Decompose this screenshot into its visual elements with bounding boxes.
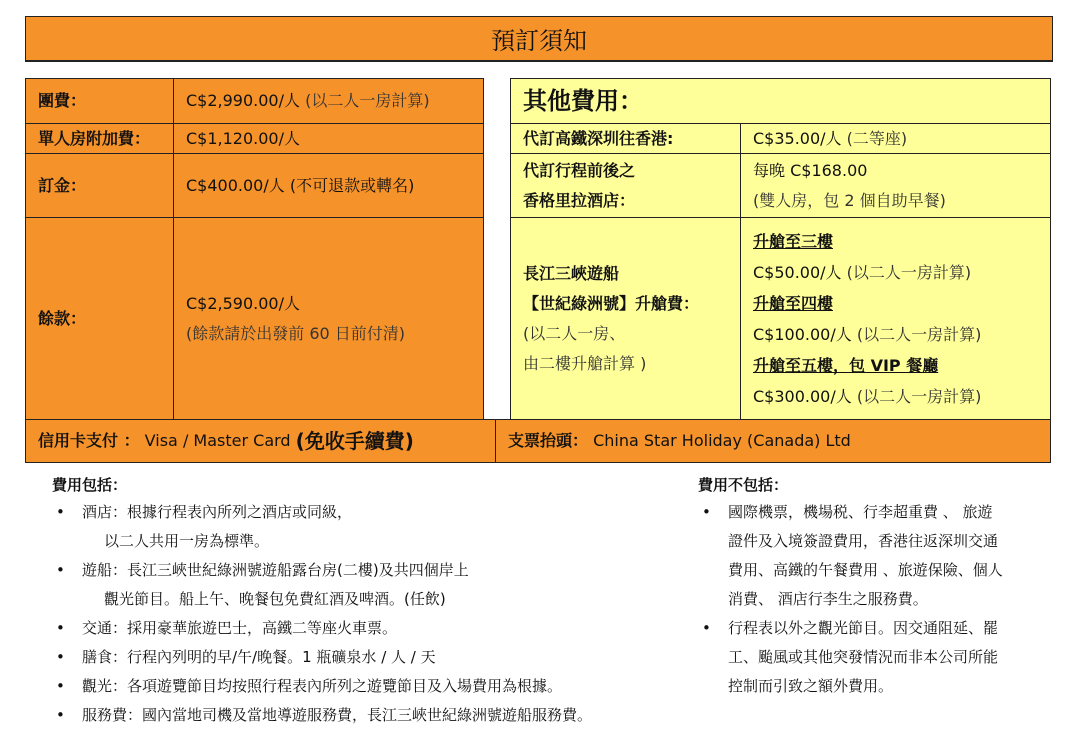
upgrade-3-title: 升艙至三樓 [753, 231, 834, 251]
group-fee-value: C$2,990.00/人 (以二人一房計算) [173, 78, 484, 124]
includes-list [52, 498, 692, 730]
bullet-icon: • [56, 503, 65, 521]
list-item-continuation: 證件及入境簽證費用，香港往返深圳交通 [728, 532, 999, 550]
list-item: • 膳食：行程內列明的早/午/晚餐。1 瓶礦泉水 / 人 / 天 [52, 643, 692, 672]
list-item-continuation: 工、颱風或其他突發情況而非本公司所能 [728, 648, 999, 666]
upgrade-4-title: 升艙至四樓 [753, 293, 834, 313]
single-supplement-label: 單人房附加費： [25, 123, 174, 154]
cruise-upgrade-label: 長江三峽遊船 【世紀綠洲號】升艙費： (以二人一房、 由二樓升艙計算 ) [510, 217, 741, 420]
upgrade-4-price: C$100.00/人 (以二人一房計算) [753, 324, 982, 344]
excludes-list [698, 498, 1048, 701]
hotel-label: 代訂行程前後之 香格里拉酒店： [510, 153, 741, 218]
excludes-heading: 費用不包括： [698, 476, 789, 494]
includes-heading: 費用包括： [52, 476, 128, 494]
list-item: • 服務費：國內當地司機及當地導遊服務費，長江三峽世紀綠洲號遊船服務費。 [52, 701, 692, 730]
other-fees-heading: 其他費用： [510, 78, 1051, 124]
list-item-continuation: 控制而引致之額外費用。 [728, 677, 894, 695]
cruise-upgrade-values [740, 217, 1051, 420]
bullet-icon: • [56, 619, 65, 637]
deposit-label: 訂金： [25, 153, 174, 218]
upgrade-5-price: C$300.00/人 (以二人一房計算) [753, 386, 982, 406]
balance-value: C$2,590.00/人 (餘款請於出發前 60 日前付清) [173, 217, 484, 420]
list-item-continuation: 以二人共用一房為標準。 [104, 532, 270, 550]
bullet-icon: • [702, 503, 711, 521]
list-item: • 遊船：長江三峽世紀綠洲號遊船露台房(二樓)及共四個岸上 [52, 556, 692, 585]
list-item: • 酒店：根據行程表內所列之酒店或同級， [52, 498, 692, 527]
cheque-payee: 支票抬頭： China Star Holiday (Canada) Ltd [495, 419, 1051, 463]
bullet-icon: • [702, 619, 711, 637]
credit-card-payment: 信用卡支付 ： Visa / Master Card (免收手續費) [25, 419, 496, 463]
upgrade-3-price: C$50.00/人 (以二人一房計算) [753, 262, 972, 282]
rail-label: 代訂高鐵深圳往香港: [510, 123, 741, 154]
upgrade-5-title: 升艙至五樓，包 VIP 餐廳 [753, 355, 939, 375]
bullet-icon: • [56, 648, 65, 666]
list-item: • 交通：採用豪華旅遊巴士，高鐵二等座火車票。 [52, 614, 692, 643]
group-fee-label: 團費： [25, 78, 174, 124]
deposit-value: C$400.00/人 (不可退款或轉名) [173, 153, 484, 218]
includes-section [52, 472, 692, 730]
rail-value: C$35.00/人 (二等座) [740, 123, 1051, 154]
hotel-value: 每晚 C$168.00 (雙人房，包 2 個自助早餐) [740, 153, 1051, 218]
list-item: • 國際機票，機場税、行李超重費 、 旅遊 [698, 498, 1048, 527]
balance-label: 餘款： [25, 217, 174, 420]
list-item-continuation: 費用、高鐵的午餐費用 、旅遊保險、個人 [728, 561, 1003, 579]
list-item-continuation: 消費、 酒店行李生之服務費。 [728, 590, 928, 608]
list-item: • 行程表以外之觀光節目。因交通阻延、罷 [698, 614, 1048, 643]
single-supplement-value: C$1,120.00/人 [173, 123, 484, 154]
excludes-section [698, 472, 1048, 701]
list-item-continuation: 觀光節目。船上午、晚餐包免費紅酒及啤酒。(任飲) [104, 590, 446, 608]
bullet-icon: • [56, 561, 65, 579]
page-title: 預訂須知 [25, 16, 1053, 62]
bullet-icon: • [56, 677, 65, 695]
bullet-icon: • [56, 706, 65, 724]
list-item: • 觀光：各項遊覽節目均按照行程表內所列之遊覽節目及入場費用為根據。 [52, 672, 692, 701]
